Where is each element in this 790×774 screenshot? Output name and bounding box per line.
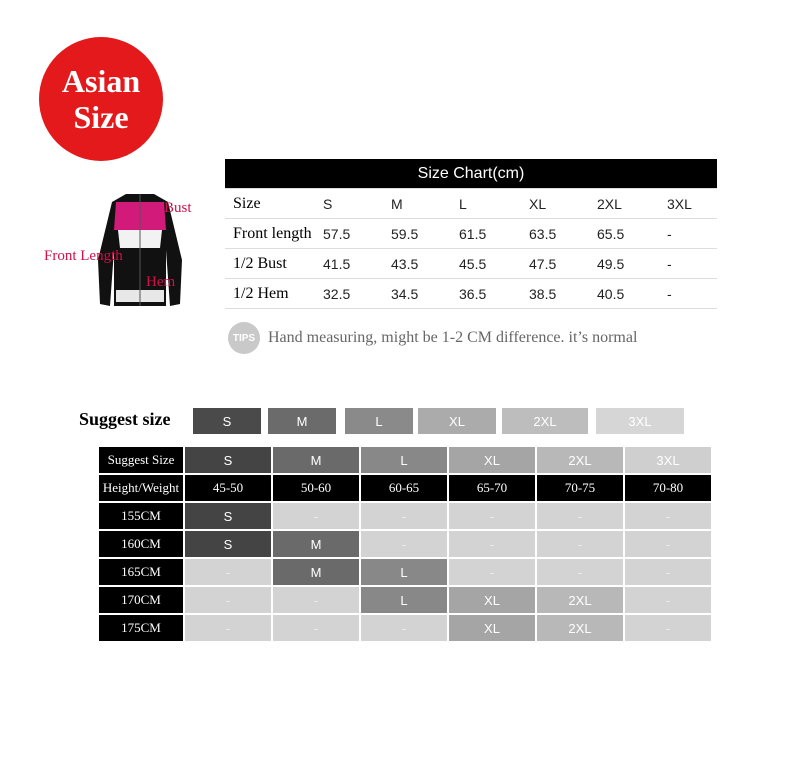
grid-cell: 2XL (537, 615, 623, 641)
cell: 40.5 (597, 279, 667, 309)
col-header: S (323, 189, 391, 219)
col-header: XL (529, 189, 597, 219)
grid-cell: - (537, 559, 623, 585)
cell: 34.5 (391, 279, 459, 309)
suggest-size-header-label: Suggest Size (99, 447, 183, 473)
weight-cell: 50-60 (273, 475, 359, 501)
grid-cell: - (449, 503, 535, 529)
size-header-cell: 3XL (625, 447, 711, 473)
grid-cell: S (185, 503, 271, 529)
tips-icon: TIPS (228, 322, 260, 354)
grid-cell: - (185, 559, 271, 585)
table-row (99, 615, 711, 641)
weight-cell: 45-50 (185, 475, 271, 501)
col-header: Size (225, 189, 323, 219)
size-chart-header-row (225, 189, 717, 219)
weight-row (99, 475, 711, 501)
grid-cell: - (537, 531, 623, 557)
grid-cell: M (273, 531, 359, 557)
grid-cell: - (361, 503, 447, 529)
row-label: 1/2 Bust (225, 249, 323, 279)
cell: 41.5 (323, 249, 391, 279)
grid-cell: - (449, 531, 535, 557)
suggest-size-title: Suggest size (79, 409, 171, 429)
row-label: Front length (225, 219, 323, 249)
grid-cell: - (185, 615, 271, 641)
size-swatch: S (193, 408, 261, 434)
size-swatch: M (268, 408, 336, 434)
cell: - (667, 279, 717, 309)
cell: 61.5 (459, 219, 529, 249)
cell: 45.5 (459, 249, 529, 279)
badge-line-2: Size (73, 99, 129, 135)
size-swatch: 2XL (502, 408, 588, 434)
weight-cell: 70-80 (625, 475, 711, 501)
suggest-size-header-row (99, 447, 711, 473)
bust-label: Bust (164, 200, 192, 216)
grid-cell: - (625, 615, 711, 641)
cell: 57.5 (323, 219, 391, 249)
grid-cell: - (625, 531, 711, 557)
table-row (225, 249, 717, 279)
grid-cell: - (537, 503, 623, 529)
size-swatch: 3XL (596, 408, 684, 434)
cell: 38.5 (529, 279, 597, 309)
size-header-cell: XL (449, 447, 535, 473)
row-label: 1/2 Hem (225, 279, 323, 309)
table-row (99, 531, 711, 557)
height-label: 165CM (99, 559, 183, 585)
front-length-label: Front Length (44, 248, 123, 264)
grid-cell: - (625, 559, 711, 585)
weight-row-label: Height/Weight (99, 475, 183, 501)
col-header: 2XL (597, 189, 667, 219)
size-swatch: L (345, 408, 413, 434)
size-swatch: XL (418, 408, 496, 434)
grid-cell: - (361, 615, 447, 641)
size-header-cell: M (273, 447, 359, 473)
cell: 65.5 (597, 219, 667, 249)
size-header-cell: 2XL (537, 447, 623, 473)
height-label: 175CM (99, 615, 183, 641)
grid-cell: 2XL (537, 587, 623, 613)
col-header: M (391, 189, 459, 219)
tips-text: Hand measuring, might be 1-2 CM difference. it’s normal (268, 329, 638, 346)
table-row (99, 587, 711, 613)
grid-cell: XL (449, 587, 535, 613)
height-label: 170CM (99, 587, 183, 613)
weight-cell: 65-70 (449, 475, 535, 501)
asian-size-badge (39, 37, 163, 161)
cell: 49.5 (597, 249, 667, 279)
hem-label: Hem (146, 274, 176, 290)
size-chart-title: Size Chart(cm) (225, 159, 717, 189)
cell: - (667, 219, 717, 249)
grid-cell: L (361, 587, 447, 613)
table-row (99, 559, 711, 585)
grid-cell: - (449, 559, 535, 585)
suggest-size-table (97, 445, 713, 643)
size-header-cell: S (185, 447, 271, 473)
grid-cell: - (625, 503, 711, 529)
cell: - (667, 249, 717, 279)
tips-note (228, 322, 637, 354)
grid-cell: L (361, 559, 447, 585)
cell: 36.5 (459, 279, 529, 309)
col-header: 3XL (667, 189, 717, 219)
badge-line-1: Asian (61, 63, 141, 99)
table-row (225, 219, 717, 249)
grid-cell: - (273, 587, 359, 613)
height-label: 155CM (99, 503, 183, 529)
weight-cell: 60-65 (361, 475, 447, 501)
cell: 47.5 (529, 249, 597, 279)
cell: 59.5 (391, 219, 459, 249)
grid-cell: - (273, 615, 359, 641)
cell: 63.5 (529, 219, 597, 249)
grid-cell: XL (449, 615, 535, 641)
size-chart-table (225, 159, 717, 309)
table-row (225, 279, 717, 309)
cell: 32.5 (323, 279, 391, 309)
cell: 43.5 (391, 249, 459, 279)
weight-cell: 70-75 (537, 475, 623, 501)
grid-cell: S (185, 531, 271, 557)
grid-cell: - (625, 587, 711, 613)
grid-cell: - (361, 531, 447, 557)
table-row (99, 503, 711, 529)
height-label: 160CM (99, 531, 183, 557)
col-header: L (459, 189, 529, 219)
grid-cell: - (273, 503, 359, 529)
grid-cell: M (273, 559, 359, 585)
size-header-cell: L (361, 447, 447, 473)
grid-cell: - (185, 587, 271, 613)
